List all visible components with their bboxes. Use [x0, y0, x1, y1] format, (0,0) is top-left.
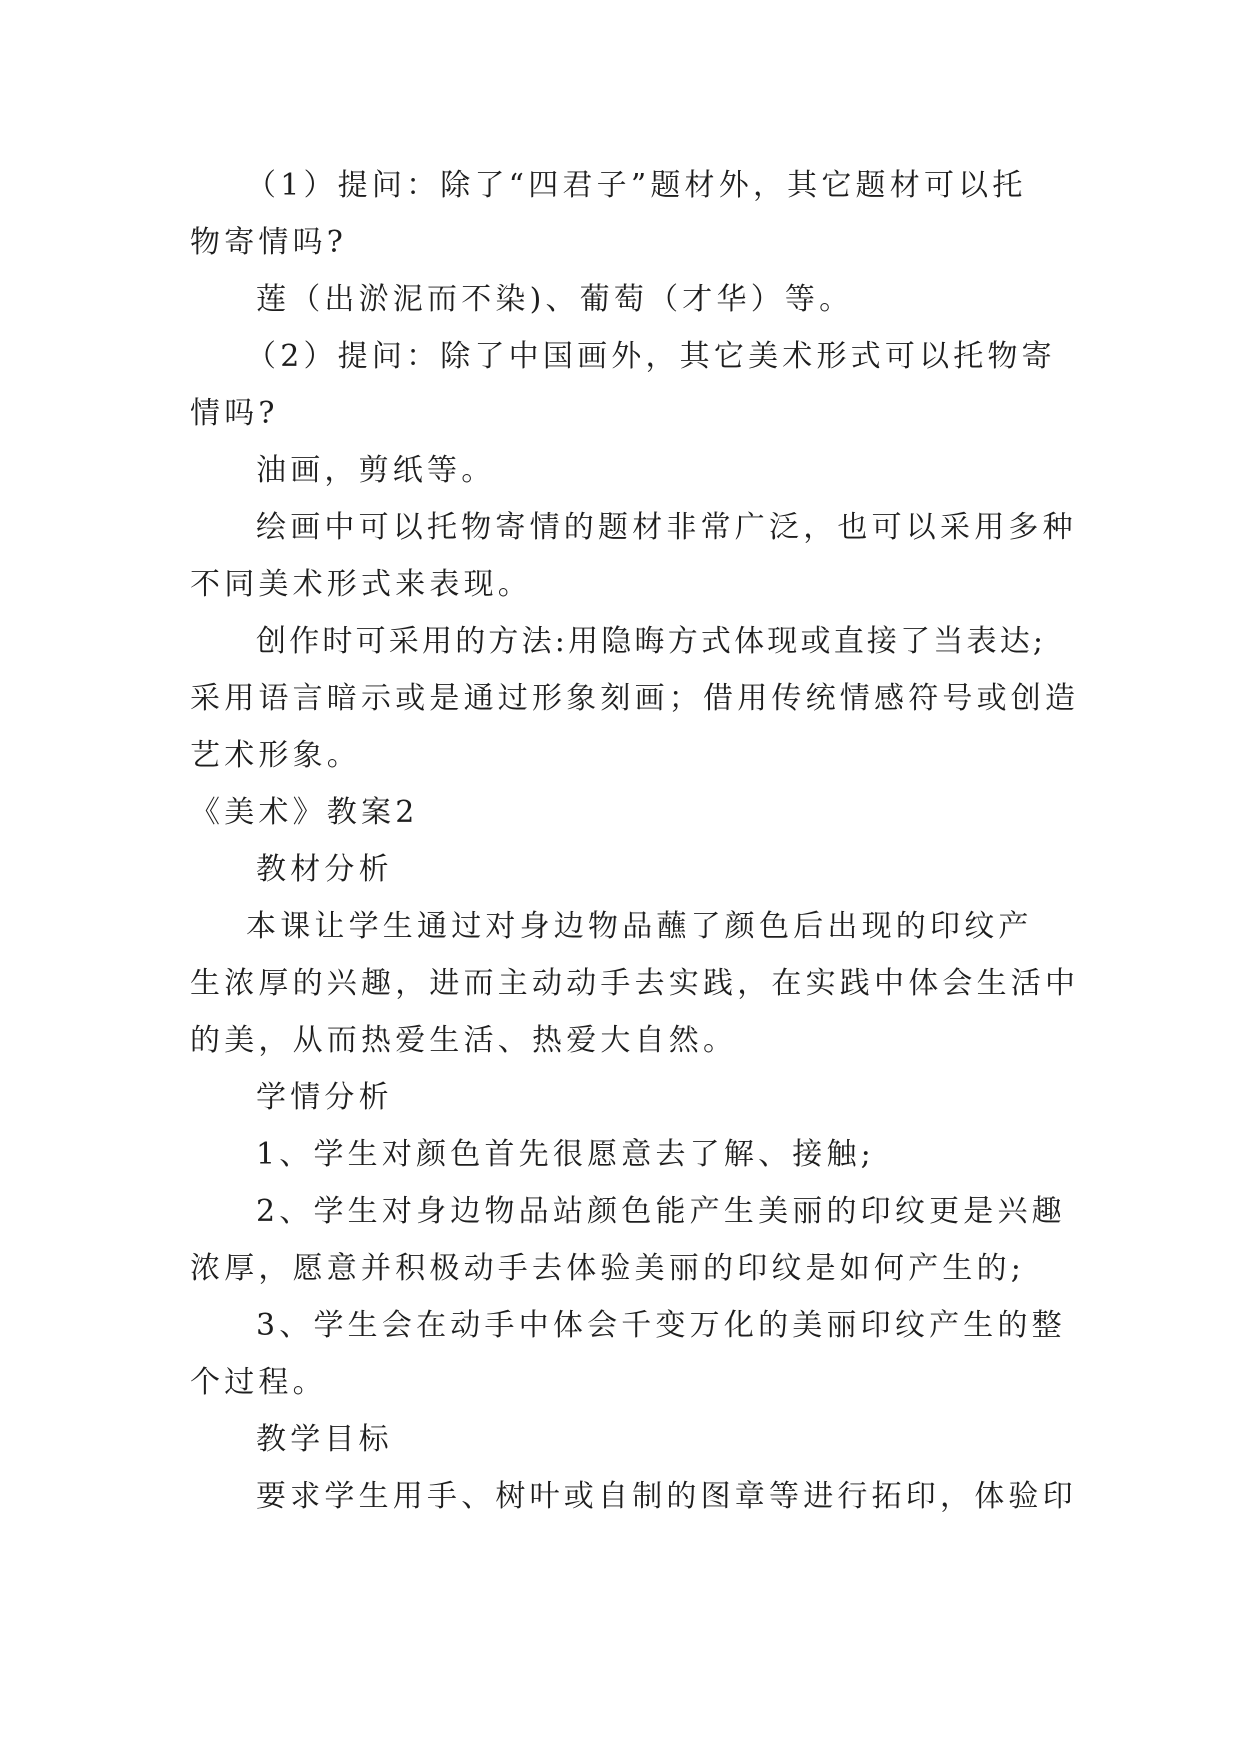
- paragraph-line: 浓厚，愿意并积极动手去体验美丽的印纹是如何产生的;: [190, 1251, 1026, 1286]
- paragraph-line: （2）提问：除了中国画外，其它美术形式可以托物寄: [246, 339, 1056, 374]
- subsection-heading: 教材分析: [256, 852, 393, 887]
- paragraph-line: 生浓厚的兴趣，进而主动动手去实践，在实践中体会生活中: [190, 966, 1080, 1001]
- paragraph-line: 油画，剪纸等。: [256, 453, 496, 488]
- paragraph-line: 莲（出淤泥而不染)、葡萄（才华）等。: [256, 282, 854, 317]
- paragraph-line: 采用语言暗示或是通过形象刻画；借用传统情感符号或创造: [190, 681, 1080, 716]
- paragraph-line: 个过程。: [190, 1365, 327, 1400]
- paragraph-line: 绘画中可以托物寄情的题材非常广泛，也可以采用多种: [256, 510, 1077, 545]
- section-title: 《美术》教案2: [190, 795, 419, 830]
- paragraph-line: 本课让学生通过对身边物品蘸了颜色后出现的印纹产: [246, 909, 1033, 944]
- paragraph-line: 的美，从而热爱生活、热爱大自然。: [190, 1023, 738, 1058]
- paragraph-line: 1、学生对颜色首先很愿意去了解、接触;: [256, 1137, 875, 1172]
- paragraph-line: 创作时可采用的方法:用隐晦方式体现或直接了当表达;: [256, 624, 1047, 659]
- paragraph-line: 物寄情吗?: [190, 225, 348, 260]
- paragraph-line: 3、学生会在动手中体会千变万化的美丽印纹产生的整: [256, 1308, 1066, 1343]
- paragraph-line: 不同美术形式来表现。: [190, 567, 532, 602]
- paragraph-line: （1）提问：除了“四君子”题材外，其它题材可以托: [246, 168, 1027, 203]
- subsection-heading: 学情分析: [256, 1080, 393, 1115]
- paragraph-line: 要求学生用手、树叶或自制的图章等进行拓印，体验印: [256, 1479, 1077, 1514]
- paragraph-line: 艺术形象。: [190, 738, 361, 773]
- paragraph-line: 情吗?: [190, 396, 279, 431]
- subsection-heading: 教学目标: [256, 1422, 393, 1457]
- paragraph-line: 2、学生对身边物品站颜色能产生美丽的印纹更是兴趣: [256, 1194, 1066, 1229]
